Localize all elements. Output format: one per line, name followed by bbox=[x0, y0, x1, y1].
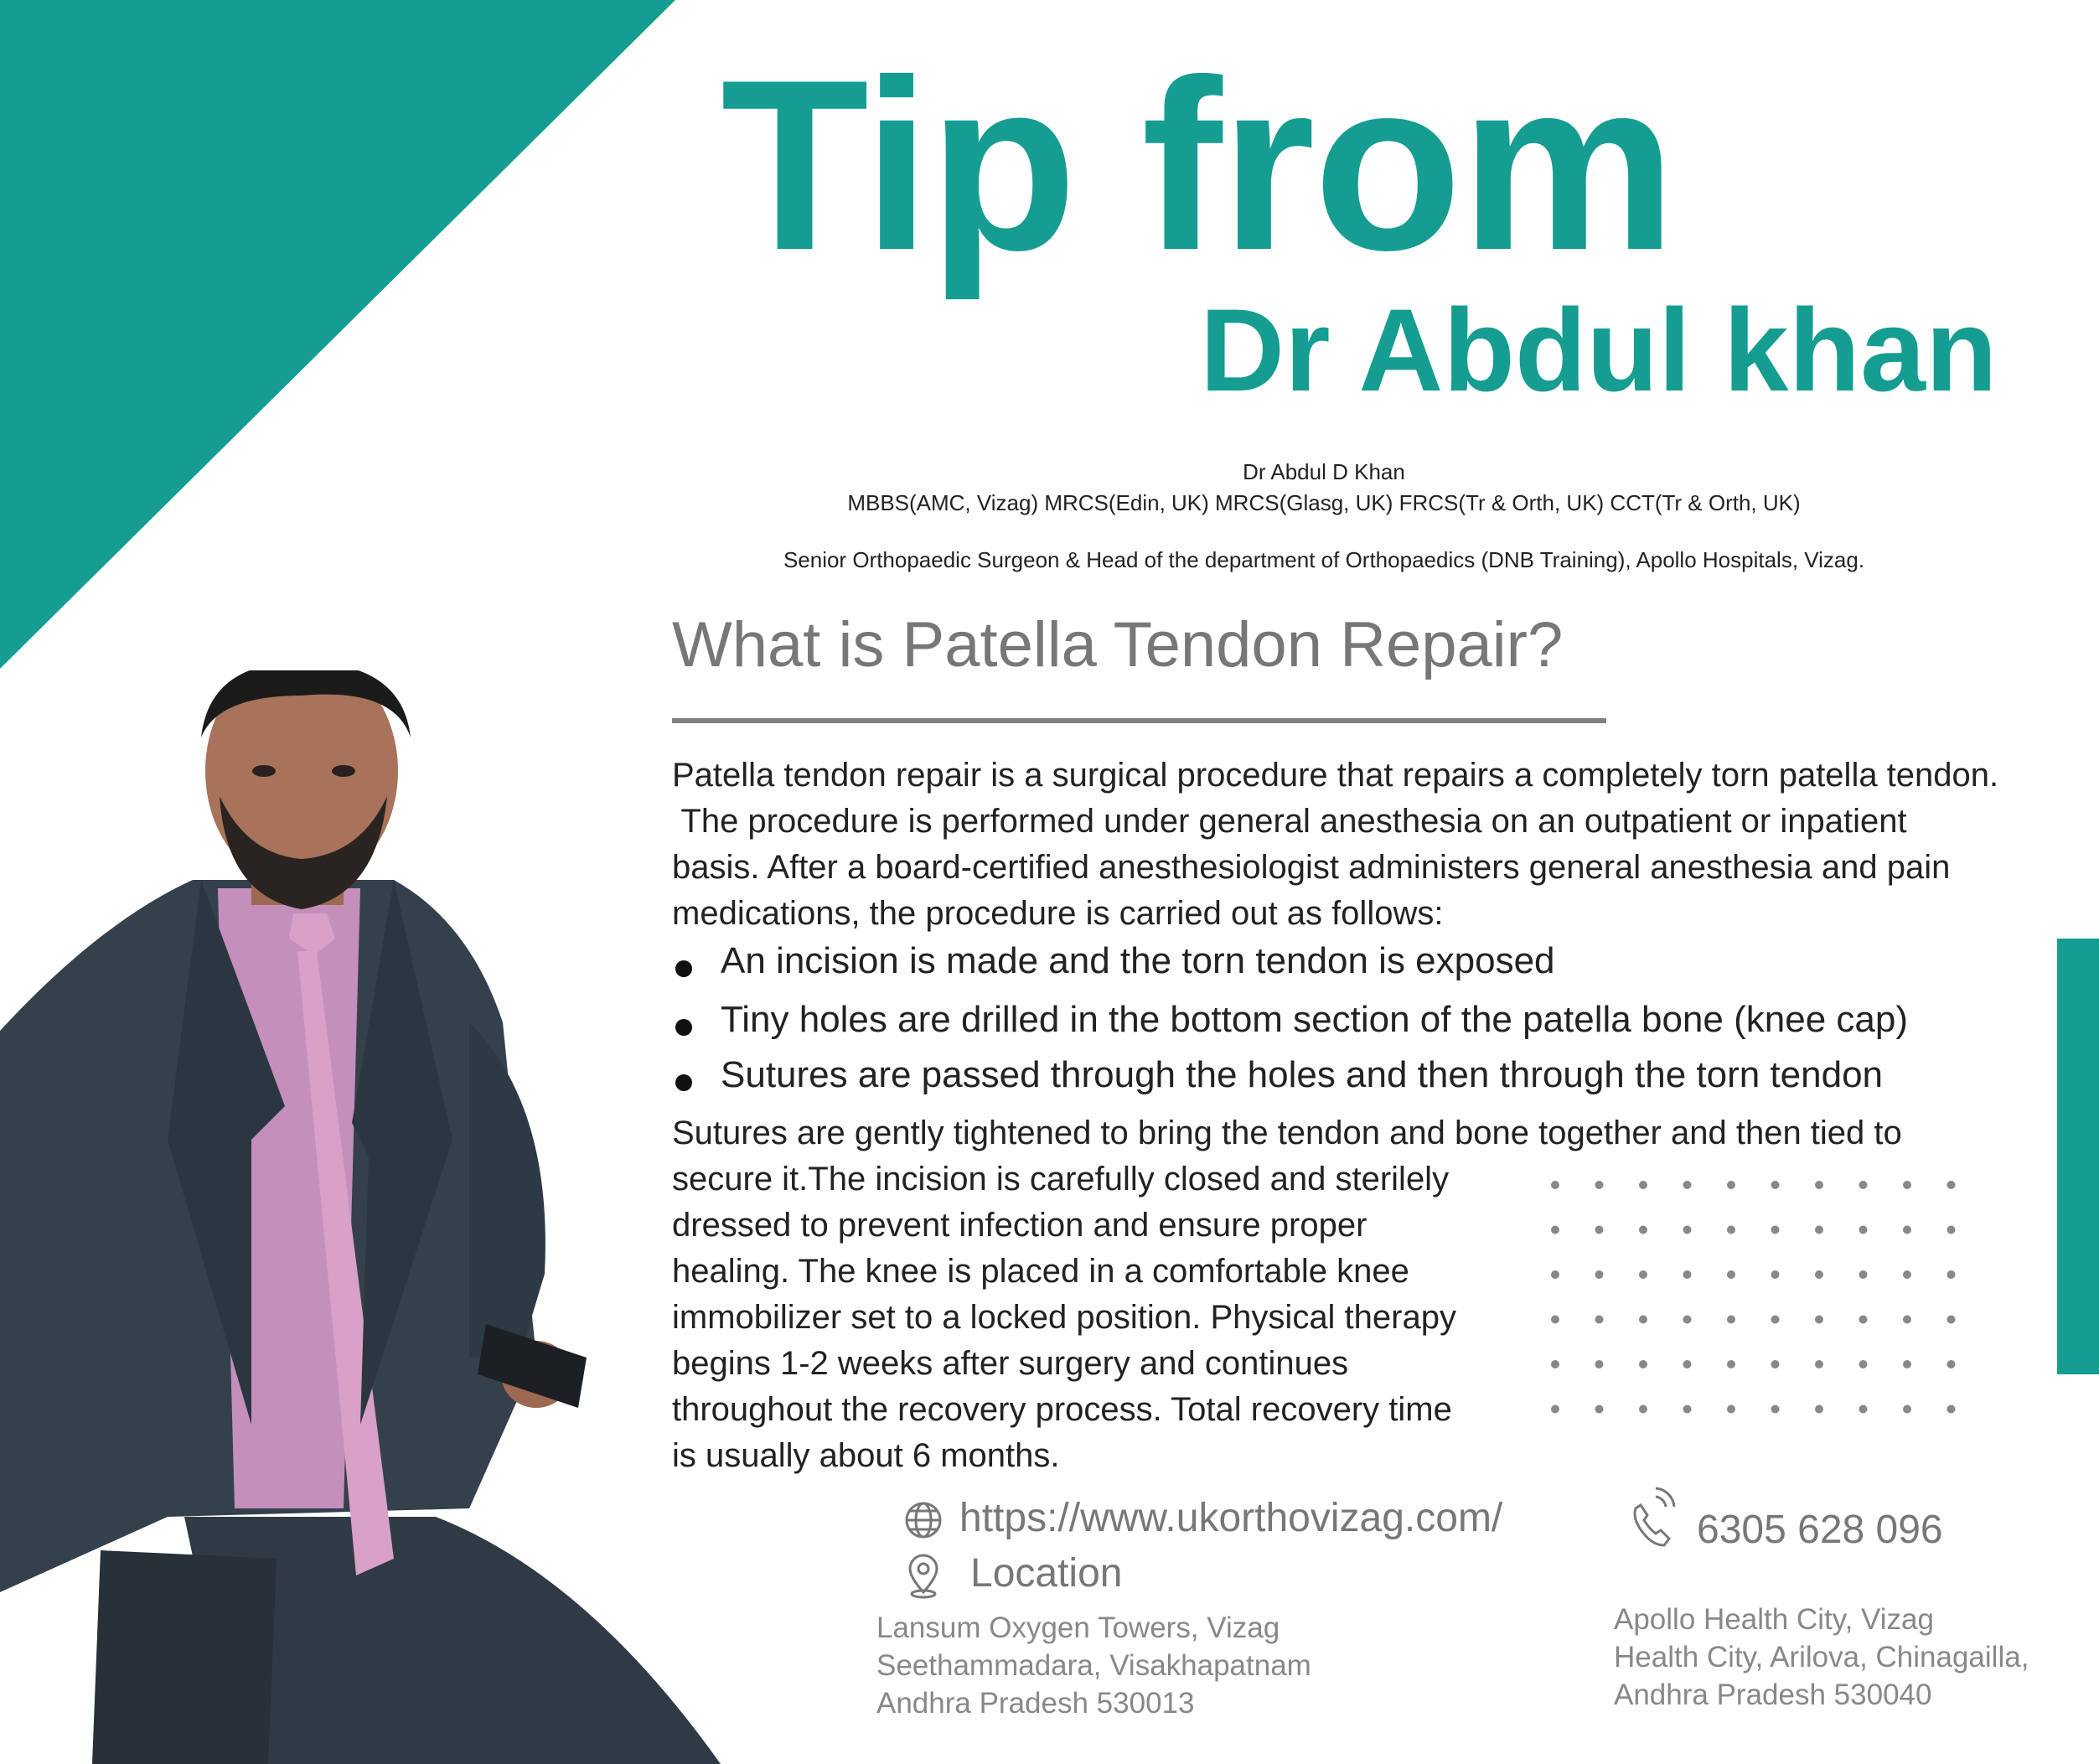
decorative-dot bbox=[1903, 1181, 1911, 1189]
closing-line: immobilizer set to a locked position. Physical therapy bbox=[672, 1299, 1456, 1336]
decorative-dot bbox=[1595, 1316, 1604, 1324]
address-line: Andhra Pradesh 530040 bbox=[1614, 1679, 1932, 1711]
decorative-dot bbox=[1551, 1316, 1559, 1324]
closing-line: secure it.The incision is carefully closed and sterilely bbox=[672, 1161, 1450, 1198]
decorative-dot bbox=[1727, 1226, 1735, 1234]
decorative-dot bbox=[1727, 1270, 1735, 1279]
decorative-accent-bar bbox=[2057, 939, 2099, 1374]
decorative-dot bbox=[1639, 1316, 1647, 1324]
credential-position: Senior Orthopaedic Surgeon & Head of the department of Orthopaedics (DNB Training), Apollo Hospitals, Vizag. bbox=[783, 547, 1865, 572]
title-tip-from: Tip from bbox=[721, 29, 1675, 301]
step-text: Sutures are passed through the holes and then through the torn tendon bbox=[721, 1054, 1884, 1095]
decorative-dot bbox=[1771, 1270, 1780, 1279]
decorative-dot bbox=[1903, 1360, 1911, 1368]
decorative-dot bbox=[1683, 1270, 1692, 1279]
location-pin-icon bbox=[905, 1552, 942, 1599]
decorative-dot bbox=[1859, 1405, 1868, 1414]
closing-line: dressed to prevent infection and ensure proper bbox=[672, 1207, 1367, 1244]
intro-line: medications, the procedure is carried out as follows: bbox=[672, 895, 1444, 932]
closing-first-line bbox=[672, 1110, 1902, 1156]
intro-paragraph bbox=[672, 753, 2096, 937]
decorative-dot bbox=[1727, 1360, 1735, 1368]
decorative-dot bbox=[1859, 1270, 1868, 1279]
decorative-dot bbox=[1683, 1405, 1692, 1414]
decorative-dot bbox=[1815, 1226, 1823, 1234]
decorative-dot bbox=[1683, 1360, 1692, 1368]
address-line: Andhra Pradesh 530013 bbox=[876, 1687, 1195, 1720]
decorative-dot bbox=[1639, 1360, 1647, 1368]
decorative-dot bbox=[1815, 1181, 1823, 1189]
decorative-dot bbox=[1551, 1226, 1559, 1234]
credential-name: Dr Abdul D Khan bbox=[1243, 459, 1405, 484]
decorative-dot bbox=[1771, 1226, 1780, 1234]
decorative-dot bbox=[1947, 1405, 1956, 1414]
decorative-dot bbox=[1595, 1226, 1604, 1234]
credential-degrees: MBBS(AMC, Vizag) MRCS(Edin, UK) MRCS(Glasg, UK) FRCS(Tr & Orth, UK) CCT(Tr & Orth, UK) bbox=[847, 490, 1801, 515]
decorative-dot bbox=[1551, 1405, 1559, 1414]
decorative-dot bbox=[1771, 1405, 1780, 1414]
decorative-dot bbox=[1683, 1316, 1692, 1324]
decorative-dot bbox=[1639, 1270, 1647, 1279]
section-heading: What is Patella Tendon Repair? bbox=[672, 609, 1564, 680]
step-text: Tiny holes are drilled in the bottom section of the patella bone (knee cap) bbox=[721, 999, 1908, 1040]
decorative-dot bbox=[1595, 1360, 1604, 1368]
decorative-dot bbox=[1595, 1270, 1604, 1279]
decorative-dot bbox=[1947, 1181, 1956, 1189]
decorative-dot bbox=[1859, 1316, 1868, 1324]
decorative-dot bbox=[1903, 1270, 1911, 1279]
closing-line: throughout the recovery process. Total recovery time bbox=[672, 1391, 1452, 1428]
procedure-steps-list bbox=[672, 940, 1908, 1104]
decorative-dot-grid bbox=[1548, 1178, 1967, 1430]
decorative-triangle bbox=[0, 0, 679, 670]
heading-underline bbox=[672, 718, 1606, 723]
decorative-dot bbox=[1815, 1270, 1823, 1279]
decorative-dot bbox=[1815, 1316, 1823, 1324]
list-item bbox=[672, 940, 1908, 999]
decorative-dot bbox=[1683, 1226, 1692, 1234]
decorative-dot bbox=[1947, 1360, 1956, 1368]
decorative-dot bbox=[1859, 1181, 1868, 1189]
decorative-dot bbox=[1551, 1270, 1559, 1279]
decorative-dot bbox=[1903, 1405, 1911, 1414]
phone-number[interactable]: 6305 628 096 bbox=[1697, 1508, 1943, 1552]
address-line: Lansum Oxygen Towers, Vizag bbox=[876, 1611, 1280, 1644]
closing-line: begins 1-2 weeks after surgery and continues bbox=[672, 1345, 1349, 1382]
list-item bbox=[672, 999, 1908, 1054]
decorative-dot bbox=[1551, 1181, 1559, 1189]
doctor-portrait bbox=[0, 670, 721, 1764]
globe-icon bbox=[903, 1500, 944, 1540]
decorative-dot bbox=[1639, 1226, 1647, 1234]
intro-line: basis. After a board-certified anesthesiologist administers general anesthesia and pain bbox=[672, 849, 1951, 886]
decorative-dot bbox=[1639, 1181, 1647, 1189]
decorative-dot bbox=[1595, 1181, 1604, 1189]
title-doctor-name: Dr Abdul khan bbox=[1200, 284, 1998, 416]
decorative-dot bbox=[1947, 1226, 1956, 1234]
decorative-dot bbox=[1815, 1405, 1823, 1414]
decorative-dot bbox=[1727, 1316, 1735, 1324]
decorative-dot bbox=[1815, 1360, 1823, 1368]
decorative-dot bbox=[1639, 1405, 1647, 1414]
closing-line: is usually about 6 months. bbox=[672, 1437, 1060, 1474]
closing-line: healing. The knee is placed in a comfortable knee bbox=[672, 1253, 1409, 1290]
closing-paragraph bbox=[672, 1156, 1456, 1479]
intro-line: The procedure is performed under general anesthesia on an outpatient or inpatient bbox=[672, 803, 1907, 840]
decorative-dot bbox=[1903, 1316, 1911, 1324]
location-label: Location bbox=[970, 1551, 1123, 1596]
decorative-dot bbox=[1683, 1181, 1692, 1189]
website-link[interactable]: https://www.ukorthovizag.com/ bbox=[959, 1496, 1503, 1540]
list-item bbox=[672, 1054, 1908, 1104]
decorative-dot bbox=[1771, 1316, 1780, 1324]
decorative-dot bbox=[1771, 1360, 1780, 1368]
decorative-dot bbox=[1947, 1270, 1956, 1279]
step-text: An incision is made and the torn tendon is exposed bbox=[721, 940, 1555, 981]
decorative-dot bbox=[1771, 1181, 1780, 1189]
address-lansum bbox=[876, 1609, 1311, 1722]
address-line: Apollo Health City, Vizag bbox=[1614, 1603, 1934, 1636]
decorative-dot bbox=[1595, 1405, 1604, 1414]
decorative-dot bbox=[1903, 1226, 1911, 1234]
decorative-dot bbox=[1727, 1181, 1735, 1189]
closing-line: Sutures are gently tightened to bring the tendon and bone together and then tied to bbox=[672, 1115, 1902, 1151]
decorative-dot bbox=[1551, 1360, 1559, 1368]
intro-line: Patella tendon repair is a surgical procedure that repairs a completely torn patella tendon. bbox=[672, 757, 1999, 794]
decorative-dot bbox=[1947, 1316, 1956, 1324]
phone-icon bbox=[1627, 1485, 1678, 1552]
decorative-dot bbox=[1859, 1360, 1868, 1368]
address-line: Seethammadara, Visakhapatnam bbox=[876, 1649, 1311, 1682]
address-line: Health City, Arilova, Chinagailla, bbox=[1614, 1641, 2029, 1673]
decorative-dot bbox=[1859, 1226, 1868, 1234]
address-apollo bbox=[1614, 1601, 2029, 1714]
decorative-dot bbox=[1727, 1405, 1735, 1414]
